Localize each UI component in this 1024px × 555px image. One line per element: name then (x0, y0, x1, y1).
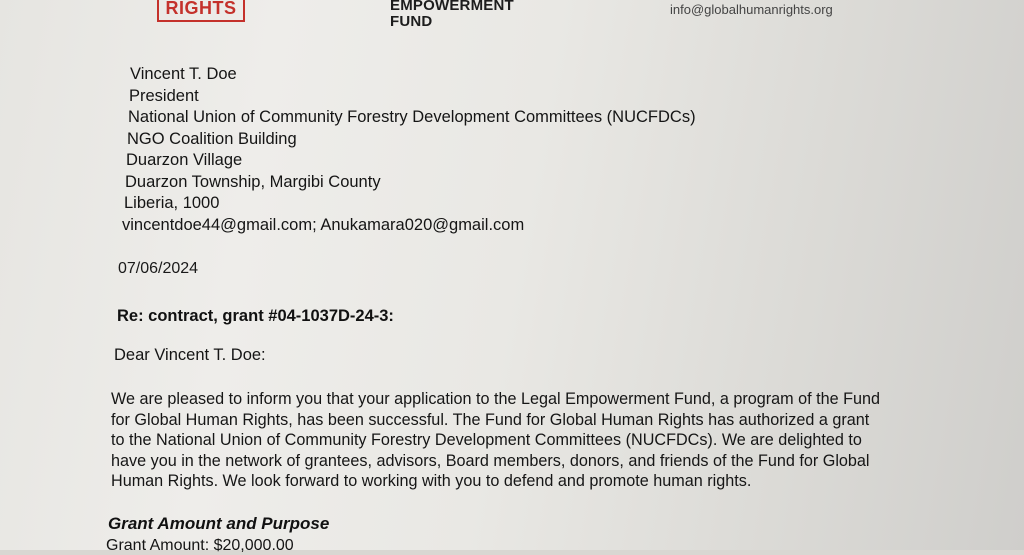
recipient-address-line: Liberia, 1000 (124, 194, 220, 212)
paragraph-line: Human Rights. We look forward to working with you to defend and promote human rights. (111, 472, 752, 490)
letter-date: 07/06/2024 (118, 260, 199, 277)
letterhead-email: info@globalhumanrights.org (670, 2, 833, 17)
paragraph-line: have you in the network of grantees, advisors, Board members, donors, and friends of the Fund for Global (111, 451, 870, 470)
recipient-address-block (122, 64, 696, 236)
organization-logo: RIGHTS (157, 0, 245, 22)
recipient-name: Vincent T. Doe (130, 65, 237, 83)
letter-subject: Re: contract, grant #04-1037D-24-3: (117, 307, 394, 325)
paragraph-line: for Global Human Rights, has been successful. The Fund for Global Human Rights has authorized a grant (111, 410, 870, 429)
paragraph-line: to the National Union of Community Forestry Development Committees (NUCFDCs). We are delighted to (111, 431, 862, 449)
recipient-address-line: Duarzon Village (126, 151, 243, 169)
salutation: Dear Vincent T. Doe: (114, 346, 266, 364)
brand-line-2: FUND (390, 13, 433, 30)
grant-amount: Grant Amount: $20,000.00 (106, 537, 294, 554)
recipient-emails: vincentdoe44@gmail.com; Anukamara020@gmail.com (122, 215, 525, 234)
section-heading: Grant Amount and Purpose (108, 514, 330, 533)
recipient-address-line: Duarzon Township, Margibi County (125, 172, 381, 191)
program-brand (390, 0, 514, 30)
letter-body-paragraph (111, 389, 947, 492)
brand-line-1: EMPOWERMENT (390, 0, 514, 14)
recipient-organization: National Union of Community Forestry Development Committees (NUCFDCs) (128, 108, 696, 126)
paragraph-line: We are pleased to inform you that your application to the Legal Empowerment Fund, a program of the Fund (111, 390, 881, 408)
recipient-address-line: NGO Coalition Building (127, 129, 297, 148)
recipient-title: President (129, 86, 199, 105)
